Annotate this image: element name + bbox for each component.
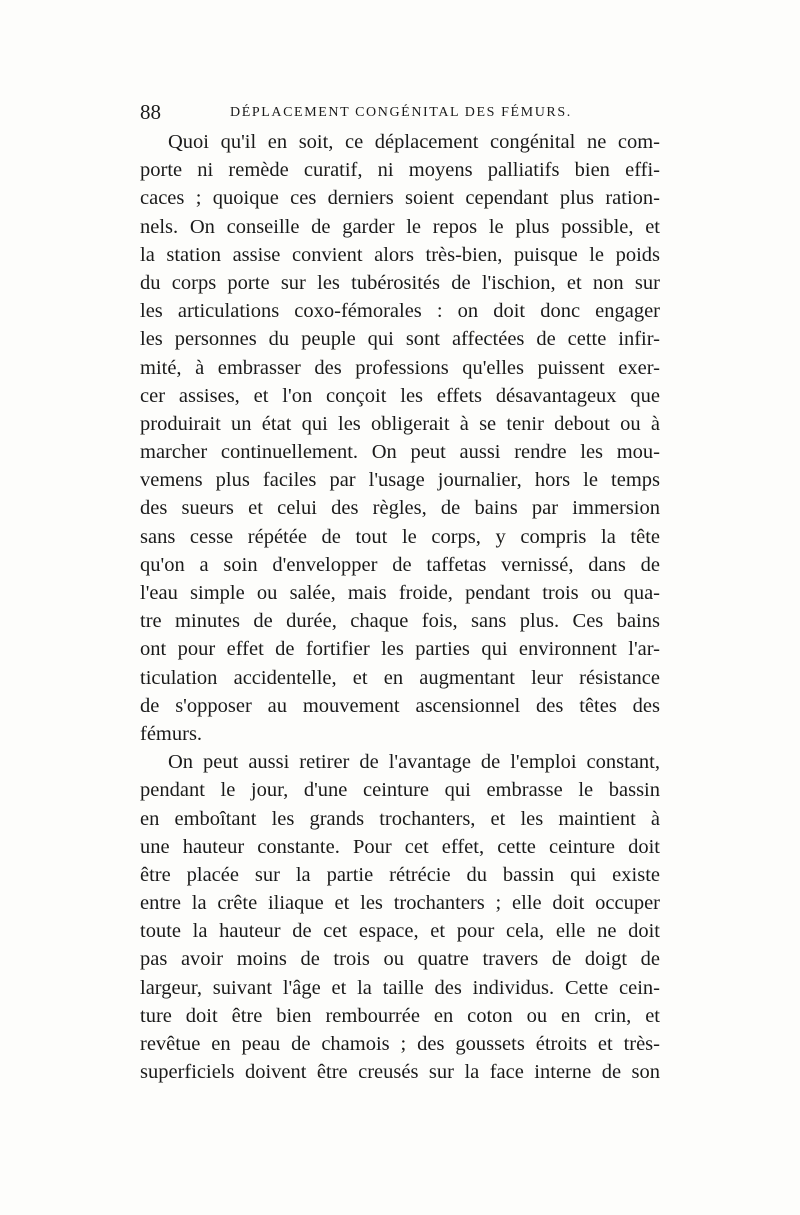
text-line: pas avoir moins de trois ou quatre travers de doigt de	[140, 948, 660, 971]
text-line: mité, à embrasser des professions qu'elles puissent exer-	[140, 356, 660, 379]
text-line: les personnes du peuple qui sont affectées de cette infir-	[140, 328, 660, 351]
text-line: être placée sur la partie rétrécie du bassin qui existe	[140, 863, 660, 886]
text-line: les articulations coxo-fémorales : on doit donc engager	[140, 300, 660, 323]
text-line: la station assise convient alors très-bien, puisque le poids	[140, 243, 660, 266]
text-line: ont pour effet de fortifier les parties qui environnent l'ar-	[140, 638, 660, 661]
text-line: ture doit être bien rembourrée en coton ou en crin, et	[140, 1004, 660, 1027]
running-title: DÉPLACEMENT CONGÉNITAL DES FÉMURS.	[230, 105, 572, 120]
text-line: produirait un état qui les obligerait à se tenir debout ou à	[140, 412, 660, 435]
text-line: caces ; quoique ces derniers soient cependant plus ration-	[140, 187, 660, 210]
body-text	[140, 128, 660, 1086]
text-line: pendant le jour, d'une ceinture qui embrasse le bassin	[140, 779, 660, 802]
text-line: entre la crête iliaque et les trochanters ; elle doit occuper	[140, 892, 660, 915]
text-line: nels. On conseille de garder le repos le plus possible, et	[140, 215, 660, 238]
running-head	[140, 100, 660, 124]
text-line: porte ni remède curatif, ni moyens palliatifs bien effi-	[140, 159, 660, 182]
text-line: en emboîtant les grands trochanters, et les maintient à	[140, 807, 660, 830]
text-line: une hauteur constante. Pour cet effet, cette ceinture doit	[140, 835, 660, 858]
text-line: On peut aussi retirer de l'avantage de l'emploi constant,	[168, 751, 660, 774]
text-line: qu'on a soin d'envelopper de taffetas vernissé, dans de	[140, 553, 660, 576]
page-number: 88	[140, 100, 161, 124]
text-line: sans cesse répétée de tout le corps, y compris la tête	[140, 525, 660, 548]
text-line: toute la hauteur de cet espace, et pour cela, elle ne doit	[140, 920, 660, 943]
text-line: ticulation accidentelle, et en augmentant leur résistance	[140, 666, 660, 689]
text-line: du corps porte sur les tubérosités de l'ischion, et non sur	[140, 271, 660, 294]
text-line: superficiels doivent être creusés sur la face interne de son	[140, 1061, 660, 1084]
text-line: de s'opposer au mouvement ascensionnel des têtes des	[140, 694, 660, 717]
text-line: revêtue en peau de chamois ; des goussets étroits et très-	[140, 1033, 660, 1055]
text-line: fémurs.	[140, 722, 203, 745]
text-line: vemens plus faciles par l'usage journalier, hors le temps	[140, 469, 660, 492]
text-line: l'eau simple ou salée, mais froide, pendant trois ou qua-	[140, 582, 660, 604]
text-line: marcher continuellement. On peut aussi rendre les mou-	[140, 441, 660, 464]
text-line: cer assises, et l'on conçoit les effets désavantageux que	[140, 384, 660, 407]
text-line: Quoi qu'il en soit, ce déplacement congénital ne com-	[168, 131, 660, 153]
text-line: tre minutes de durée, chaque fois, sans plus. Ces bains	[140, 610, 660, 633]
text-line: des sueurs et celui des règles, de bains par immersion	[140, 497, 660, 520]
text-line: largeur, suivant l'âge et la taille des individus. Cette cein-	[140, 976, 660, 999]
